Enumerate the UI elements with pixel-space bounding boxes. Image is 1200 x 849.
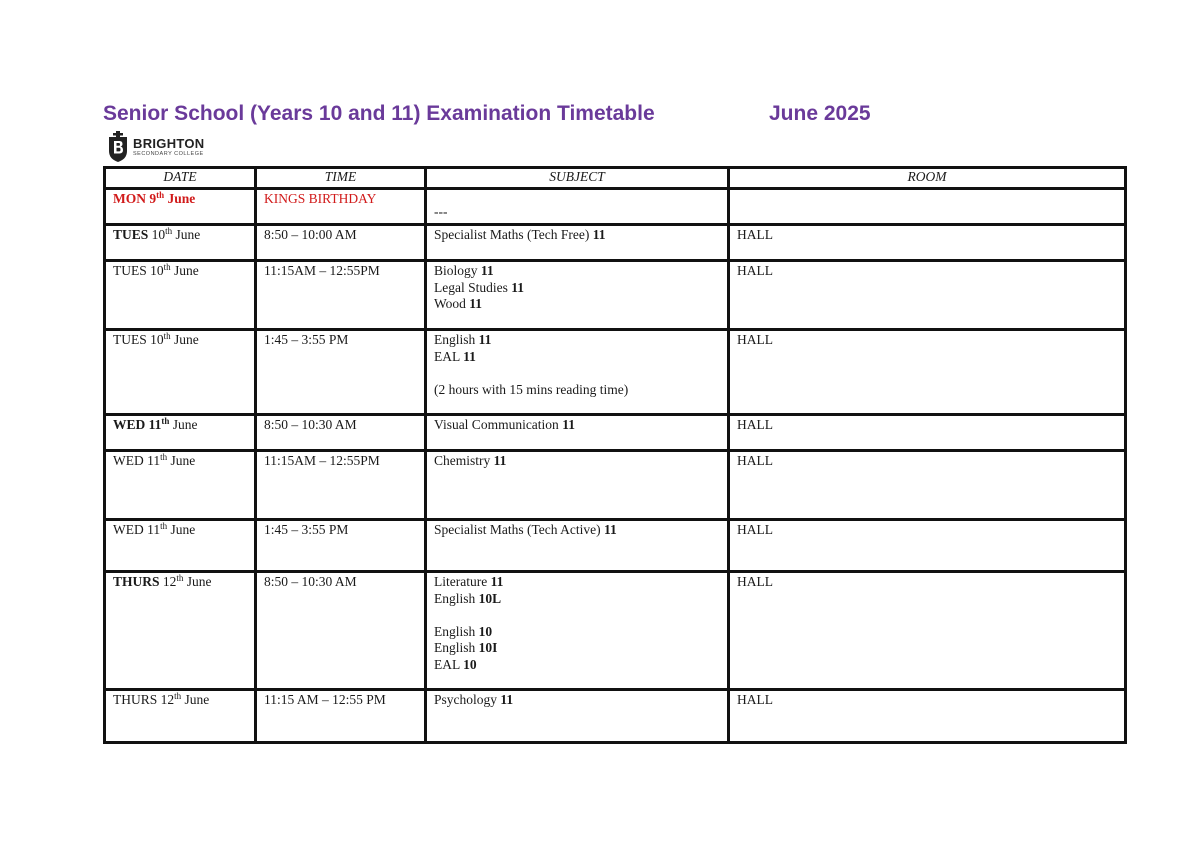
- date-text: MON 9th June: [113, 190, 196, 206]
- table-header-row: [105, 168, 1126, 189]
- subject-line: Wood 11: [434, 296, 483, 311]
- logo-subtitle: SECONDARY COLLEGE: [133, 150, 204, 157]
- time-cell: 1:45 – 3:55 PM: [256, 520, 426, 572]
- date-cell: WED 11th June: [105, 415, 256, 451]
- column-header-subject: SUBJECT: [426, 168, 729, 189]
- room-cell: HALL: [729, 451, 1126, 520]
- subject-cell: [426, 261, 729, 330]
- subject-cell: [426, 330, 729, 415]
- shield-b-icon: [107, 131, 129, 163]
- room-cell: HALL: [729, 690, 1126, 743]
- time-cell: 1:45 – 3:55 PM: [256, 330, 426, 415]
- subject-cell: Chemistry 11: [426, 451, 729, 520]
- table-row: [105, 415, 1126, 451]
- room-cell: HALL: [729, 225, 1126, 261]
- time-cell: 8:50 – 10:30 AM: [256, 415, 426, 451]
- column-header-room: ROOM: [729, 168, 1126, 189]
- subject-line: Literature 11: [434, 574, 504, 589]
- date-cell: TUES 10th June: [105, 261, 256, 330]
- table-row: [105, 520, 1126, 572]
- subject-note: (2 hours with 15 mins reading time): [434, 381, 629, 397]
- column-header-date: DATE: [105, 168, 256, 189]
- date-cell: THURS 12th June: [105, 572, 256, 690]
- subject-cell: Specialist Maths (Tech Active) 11: [426, 520, 729, 572]
- school-logo: [107, 131, 205, 163]
- date-cell: TUES 10th June: [105, 225, 256, 261]
- room-cell: HALL: [729, 520, 1126, 572]
- time-cell: 11:15AM – 12:55PM: [256, 261, 426, 330]
- subject-line: English 11: [434, 332, 492, 347]
- exam-timetable: [103, 166, 1127, 744]
- subject-cell: Specialist Maths (Tech Free) 11: [426, 225, 729, 261]
- room-cell: HALL: [729, 415, 1126, 451]
- table-row: [105, 572, 1126, 690]
- table-row: [105, 330, 1126, 415]
- table-row: [105, 189, 1126, 225]
- subject-line: EAL 11: [434, 348, 476, 364]
- subject-line: Legal Studies 11: [434, 279, 525, 295]
- column-header-time: TIME: [256, 168, 426, 189]
- date-cell: WED 11th June: [105, 520, 256, 572]
- date-cell: TUES 10th June: [105, 330, 256, 415]
- time-cell: 11:15 AM – 12:55 PM: [256, 690, 426, 743]
- date-cell: WED 11th June: [105, 451, 256, 520]
- subject-line: English 10: [434, 623, 493, 639]
- subject-cell: [426, 572, 729, 690]
- subject-text: ---: [434, 203, 448, 219]
- time-cell: 8:50 – 10:30 AM: [256, 572, 426, 690]
- page-title: Senior School (Years 10 and 11) Examination Timetable: [103, 102, 655, 125]
- time-cell: 11:15AM – 12:55PM: [256, 451, 426, 520]
- room-cell: [729, 189, 1126, 225]
- subject-line: Biology 11: [434, 263, 494, 278]
- subject-cell: [426, 189, 729, 225]
- room-cell: HALL: [729, 330, 1126, 415]
- subject-cell: Visual Communication 11: [426, 415, 729, 451]
- subject-line: EAL 10: [434, 656, 477, 672]
- logo-name: BRIGHTON: [133, 135, 205, 151]
- exam-period: June 2025: [769, 102, 871, 125]
- subject-cell: Psychology 11: [426, 690, 729, 743]
- table-row: [105, 225, 1126, 261]
- date-cell: [105, 189, 256, 225]
- room-cell: HALL: [729, 261, 1126, 330]
- table-row: [105, 261, 1126, 330]
- table-row: [105, 690, 1126, 743]
- subject-line: English 10I: [434, 640, 498, 655]
- date-cell: THURS 12th June: [105, 690, 256, 743]
- room-cell: HALL: [729, 572, 1126, 690]
- subject-line: English 10L: [434, 590, 502, 606]
- time-cell: KINGS BIRTHDAY: [256, 189, 426, 225]
- time-cell: 8:50 – 10:00 AM: [256, 225, 426, 261]
- table-row: [105, 451, 1126, 520]
